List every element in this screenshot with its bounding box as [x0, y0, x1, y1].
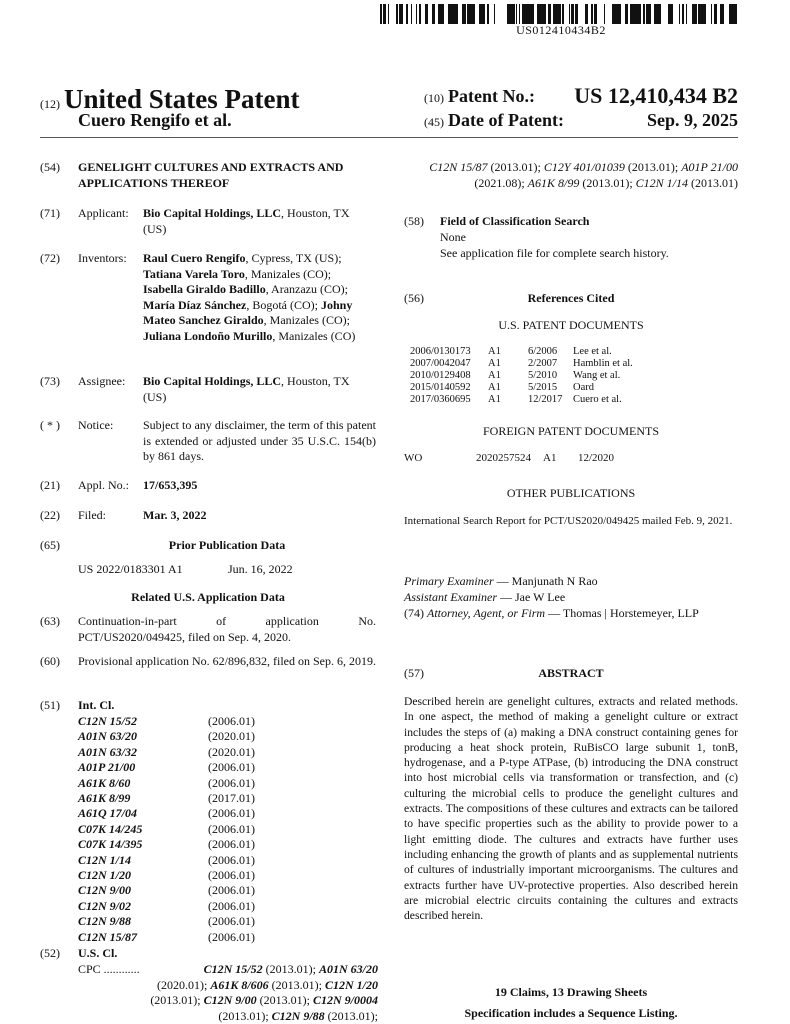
us-doc-kind: A1 — [488, 394, 501, 405]
int-cl-code: C12N 1/14 — [78, 852, 132, 867]
code-58: (58) — [404, 214, 424, 228]
search-field-label: Field of Classification Search — [440, 214, 590, 228]
appl-no: 17/653,395 — [143, 478, 198, 492]
code-63: (63) — [40, 614, 60, 628]
int-cl-code: A61Q 17/04 — [78, 806, 138, 821]
header-rule — [40, 137, 738, 138]
foreign-country: WO — [404, 452, 423, 464]
int-cl-code: C12N 9/02 — [78, 898, 132, 913]
cpc-version: (2013.01); — [268, 977, 325, 992]
cpc-version: (2013.01); — [262, 962, 319, 976]
other-pubs-text: International Search Report for PCT/US2020/049425 mailed Feb. 9, 2021. — [404, 515, 733, 527]
us-doc-num: 2010/0129408 — [410, 370, 471, 381]
int-cl-version: (2020.01) — [208, 744, 255, 759]
cpc-version: (2013.01); — [256, 993, 313, 1007]
int-cl-version: (2006.01) — [208, 898, 255, 913]
inventor-location: , Manizales (CO); — [263, 313, 350, 327]
primary-examiner — [404, 574, 740, 590]
us-doc-date: 6/2006 — [528, 346, 558, 357]
assistant-examiner — [404, 590, 740, 606]
int-cl-version: (2006.01) — [208, 775, 255, 790]
notice-code: ( * ) — [40, 418, 60, 432]
cpc-class: C12N 1/14 — [635, 175, 688, 190]
code-45: (45) — [424, 115, 444, 129]
inventor-name: Tatiana Varela Toro — [143, 266, 245, 281]
inventor-name: Raul Cuero Rengifo — [143, 251, 246, 265]
inventors-label: Inventors: — [78, 251, 127, 265]
code-74: (74) — [404, 606, 424, 620]
cpc-version: (2013.01); — [579, 175, 636, 190]
primary-examiner-label: Primary Examiner — [404, 574, 494, 588]
int-cl-version: (2006.01) — [208, 852, 255, 867]
int-cl-version: (2006.01) — [208, 806, 255, 821]
foreign-kind: A1 — [543, 452, 557, 464]
cpc-version: (2013.01); — [218, 1008, 272, 1023]
notice-text: Subject to any disclaimer, the term of this patent is extended or adjusted under 35 U.S.C. 154(b) by 861 days. — [143, 418, 376, 463]
cpc-class: C12N 9/0004 — [312, 993, 378, 1007]
code-21: (21) — [40, 478, 60, 492]
cpc-class: C12Y 401/01039 — [543, 160, 625, 174]
cpc-class: A61K 8/606 — [210, 977, 269, 992]
code-73: (73) — [40, 374, 60, 388]
int-cl-code: A01N 63/32 — [78, 744, 138, 759]
patent-number: US 12,410,434 B2 — [574, 83, 738, 108]
us-doc-num: 2006/0130173 — [410, 346, 471, 357]
cpc-version: (2013.01); — [324, 1008, 378, 1023]
inventor-name: Juliana Londoño Murillo — [143, 328, 273, 343]
int-cl-version: (2006.01) — [208, 837, 255, 852]
us-doc-num: 2017/0360695 — [410, 394, 471, 405]
search-history-note: See application file for complete search history. — [440, 246, 669, 260]
claims-summary: 19 Claims, 13 Drawing Sheets — [494, 985, 648, 999]
code-22: (22) — [40, 508, 60, 522]
document-title: United States Patent — [64, 84, 300, 114]
references-heading: References Cited — [527, 291, 615, 305]
us-doc-date: 12/2017 — [528, 394, 563, 405]
patent-number-line — [424, 86, 535, 107]
us-doc-kind: A1 — [488, 382, 501, 393]
code-54: (54) — [40, 160, 60, 174]
us-doc-date: 5/2010 — [528, 370, 558, 381]
barcode — [380, 4, 742, 24]
code-52: (52) — [40, 946, 60, 960]
cpc-class: A61K 8/99 — [527, 175, 580, 190]
int-cl-code: C12N 9/00 — [78, 883, 132, 898]
other-pubs-heading: OTHER PUBLICATIONS — [506, 486, 636, 500]
cpc-class: A01N 63/20 — [318, 962, 378, 976]
notice-label: Notice: — [78, 418, 114, 432]
code-10: (10) — [424, 91, 444, 105]
cpc-class: C12N 15/52 — [203, 962, 263, 976]
us-doc-name: Cuero et al. — [573, 394, 622, 405]
int-cl-code: C12N 1/20 — [78, 868, 132, 882]
us-doc-num: 2007/0042047 — [410, 358, 471, 369]
cpc-class: C12N 9/88 — [271, 1008, 325, 1023]
related-heading: Related U.S. Application Data — [131, 590, 285, 604]
assignee-name: Bio Capital Holdings, LLC — [143, 374, 282, 388]
us-doc-date: 2/2007 — [528, 358, 558, 369]
date-label: Date of Patent: — [448, 110, 564, 130]
cpc-classes-left — [112, 962, 378, 1024]
continuation-text: Continuation-in-part of application No. PCT/US2020/049425, filed on Sep. 4, 2020. — [78, 614, 376, 644]
assignee-value — [143, 374, 368, 405]
us-doc-name: Lee et al. — [573, 346, 612, 357]
int-cl-label: Int. Cl. — [78, 698, 115, 712]
assignee-label: Assignee: — [78, 374, 126, 388]
cpc-label: CPC ............ — [78, 962, 140, 976]
code-65: (65) — [40, 538, 60, 552]
invention-title: GENELIGHT CULTURES AND EXTRACTS AND APPLICATIONS THEREOF — [78, 160, 344, 190]
inventors-short: Cuero Rengifo et al. — [78, 110, 232, 130]
foreign-docs-heading: FOREIGN PATENT DOCUMENTS — [482, 424, 660, 438]
inventor-location: , Manizales (CO) — [272, 328, 356, 343]
inventor-location: , Aranzazu (CO); — [265, 282, 349, 296]
cpc-version: (2013.01); — [624, 160, 682, 174]
code-12: (12) — [40, 97, 60, 111]
cpc-class: C12N 15/87 — [429, 160, 488, 174]
int-cl-code: C12N 9/88 — [78, 914, 132, 929]
foreign-date: 12/2020 — [578, 452, 615, 464]
cpc-version: (2020.01); — [156, 977, 211, 992]
applicant-value — [143, 206, 368, 237]
int-cl-version: (2006.01) — [208, 868, 255, 882]
inventor-location: , Bogotá (CO); — [246, 297, 321, 312]
int-cl-version: (2020.01) — [208, 729, 255, 744]
primary-examiner-name: — Manjunath N Rao — [493, 574, 598, 588]
cpc-version: (2013.01); — [150, 993, 204, 1007]
patent-number-label: Patent No.: — [448, 86, 535, 106]
int-cl-code: C07K 14/245 — [78, 821, 143, 836]
appl-no-label: Appl. No.: — [78, 478, 129, 492]
us-docs-heading: U.S. PATENT DOCUMENTS — [498, 318, 644, 332]
date-line — [424, 110, 564, 131]
code-60: (60) — [40, 654, 60, 668]
filed-label: Filed: — [78, 508, 107, 522]
cpc-class: C12N 1/20 — [324, 977, 378, 992]
int-cl-code: A61K 8/99 — [78, 791, 131, 805]
attorney-label: Attorney, Agent, or Firm — [427, 606, 546, 620]
provisional-text: Provisional application No. 62/896,832, filed on Sep. 6, 2019. — [78, 654, 376, 668]
int-cl-version: (2006.01) — [208, 914, 255, 929]
foreign-number: 2020257524 — [476, 452, 531, 464]
us-doc-kind: A1 — [488, 370, 501, 381]
int-cl-version: (2017.01) — [208, 791, 255, 805]
applicant-name: Bio Capital Holdings, LLC — [143, 206, 282, 220]
barcode-number: US012410434B2 — [516, 23, 606, 37]
cpc-class: C12N 9/00 — [203, 993, 257, 1007]
prior-pub-heading: Prior Publication Data — [168, 538, 286, 552]
code-51: (51) — [40, 698, 60, 712]
int-cl-version: (2006.01) — [208, 821, 255, 836]
filed-date: Mar. 3, 2022 — [143, 508, 207, 522]
int-cl-code: A61K 8/60 — [78, 775, 131, 790]
cpc-version: (2013.01); — [487, 160, 544, 174]
int-cl-code: A01P 21/00 — [78, 760, 136, 775]
assignee-location: , Houston, TX (US) — [143, 374, 350, 404]
patent-date: Sep. 9, 2025 — [646, 110, 738, 130]
sequence-listing-note: Specification includes a Sequence Listing. — [464, 1006, 678, 1020]
search-field-none: None — [440, 230, 466, 244]
abstract-text: Described herein are genelight cultures, extracts and related methods. In one aspect, the method of making a genelight culture or extract includes the steps of (a) making a DNA construct containing genes for producing a heat shock protein, RuBisCO large subunit 1, tonB, hydrogenase, and a P-type ATPase, (b) introducing the DNA construct into host microbial cells via transformation or transfection, and (c) culturing the microbial cells to produce the genelight cultures and extracts. The compositions of these cultures and extracts can be tailored to have specific properties such as the ability to provide power to a light emitting diode. The cultures and extracts have further uses including enhancing the growth of plants and as supplemental nutrients of cultures of industrially important microorganisms. The cultures and extracts further have UV-protective properties. Also described herein are microbial electric circuits containing the cultures and extracts described herein. — [404, 695, 738, 923]
int-cl-version: (2006.01) — [208, 714, 255, 728]
us-doc-kind: A1 — [488, 358, 501, 369]
attorney-name: — Thomas | Horstemeyer, LLP — [545, 606, 699, 620]
int-cl-code: A01N 63/20 — [78, 729, 138, 744]
cpc-version: (2013.01) — [688, 175, 738, 190]
inventor-name: Isabella Giraldo Badillo — [143, 282, 266, 296]
int-cl-version: (2006.01) — [208, 883, 255, 898]
assistant-examiner-label: Assistant Examiner — [404, 590, 497, 604]
code-71: (71) — [40, 206, 60, 220]
us-doc-date: 5/2015 — [528, 382, 558, 393]
inventor-location: , Manizales (CO); — [244, 266, 332, 281]
int-cl-code: C12N 15/87 — [78, 929, 138, 944]
inventor-name: Johny Mateo Sanchez Giraldo — [143, 297, 353, 327]
cpc-class: A01P 21/00 — [681, 160, 738, 174]
assistant-examiner-name: — Jae W Lee — [497, 590, 566, 604]
cpc-classes-right — [420, 160, 738, 191]
us-cl-label: U.S. Cl. — [78, 946, 118, 960]
code-72: (72) — [40, 251, 60, 265]
code-57: (57) — [404, 666, 424, 680]
inventor-location: , Cypress, TX (US); — [245, 251, 342, 265]
us-doc-kind: A1 — [488, 346, 501, 357]
prior-pub-date: Jun. 16, 2022 — [228, 562, 293, 576]
prior-pub-number: US 2022/0183301 A1 — [78, 562, 183, 576]
int-cl-version: (2006.01) — [208, 929, 255, 944]
attorney — [404, 606, 734, 622]
us-doc-name: Hamblin et al. — [573, 358, 633, 369]
int-cl-code: C07K 14/395 — [78, 837, 143, 852]
inventors-list — [143, 251, 368, 344]
us-doc-name: Oard — [573, 382, 594, 393]
abstract-heading: ABSTRACT — [538, 666, 604, 680]
us-doc-name: Wang et al. — [573, 370, 621, 381]
int-cl-version: (2006.01) — [208, 760, 255, 775]
applicant-location: , Houston, TX (US) — [143, 206, 350, 236]
int-cl-code: C12N 15/52 — [78, 714, 138, 728]
applicant-label: Applicant: — [78, 206, 129, 220]
cpc-version: (2021.08); — [474, 175, 528, 190]
inventor-name: María Díaz Sánchez — [143, 297, 247, 312]
code-56: (56) — [404, 291, 424, 305]
us-doc-num: 2015/0140592 — [410, 382, 471, 393]
